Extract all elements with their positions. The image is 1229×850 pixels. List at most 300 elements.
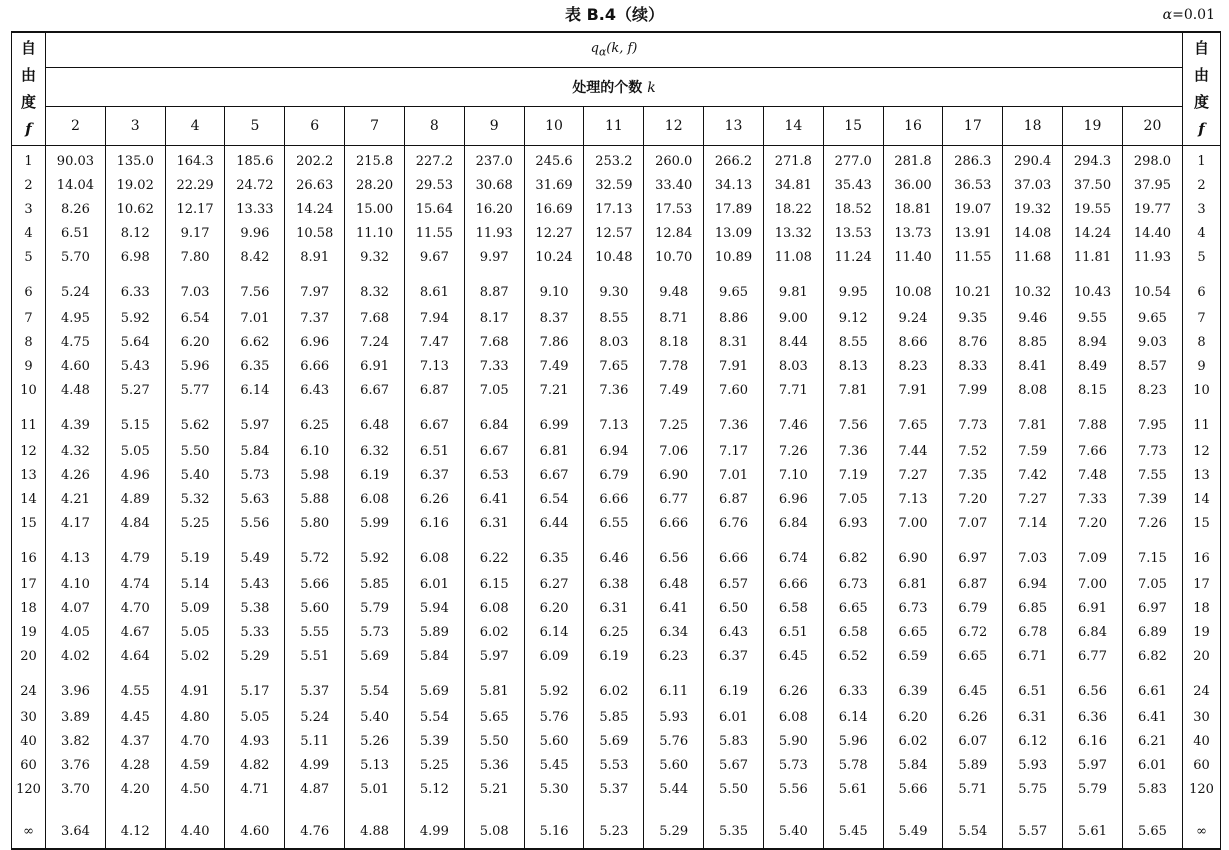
q-value-cell: 5.32 [165,488,225,512]
q-value-cell: 6.61 [1122,669,1182,706]
q-value-cell: 6.65 [823,597,883,621]
table-row [12,464,1221,488]
q-value-cell: 7.03 [165,270,225,307]
q-value-cell: 6.19 [584,645,644,669]
q-value-cell: 7.27 [883,464,943,488]
q-value-cell: 6.31 [1003,706,1063,730]
q-value-cell: 4.82 [225,754,285,778]
q-value-cell: 5.62 [165,403,225,440]
table-row [12,246,1221,270]
q-value-cell: 5.69 [584,730,644,754]
dof-value-left: 4 [12,222,46,246]
k-column-header: 8 [404,107,464,146]
table-row [12,573,1221,597]
q-value-cell: 202.2 [285,146,345,175]
dof-value-left: 13 [12,464,46,488]
q-value-cell: 8.08 [1003,379,1063,403]
q-value-cell: 260.0 [644,146,704,175]
q-value-cell: 7.99 [943,379,1003,403]
q-value-cell: 6.73 [883,597,943,621]
q-value-cell: 3.82 [46,730,106,754]
dof-value-left: 11 [12,403,46,440]
q-value-cell: 5.93 [1003,754,1063,778]
q-value-cell: 6.14 [524,621,584,645]
q-value-cell: 6.87 [704,488,764,512]
q-value-cell: 6.33 [823,669,883,706]
q-value-cell: 5.37 [285,669,345,706]
q-value-cell: 5.78 [823,754,883,778]
q-value-cell: 9.81 [763,270,823,307]
q-value-cell: 6.54 [524,488,584,512]
q-value-cell: 6.51 [763,621,823,645]
q-value-cell: 6.82 [823,536,883,573]
q-value-cell: 7.36 [584,379,644,403]
q-value-cell: 7.26 [1122,512,1182,536]
q-value-cell: 9.96 [225,222,285,246]
q-value-cell: 7.14 [1003,512,1063,536]
q-value-cell: 5.14 [165,573,225,597]
table-row [12,379,1221,403]
q-value-cell: 6.02 [883,730,943,754]
q-value-cell: 4.48 [46,379,106,403]
q-value-cell: 7.81 [1003,403,1063,440]
q-value-cell: 5.54 [404,706,464,730]
alpha-symbol: α [1162,7,1173,23]
q-value-cell: 4.91 [165,669,225,706]
q-value-cell: 8.31 [704,331,764,355]
q-value-cell: 4.70 [105,597,165,621]
q-value-cell: 11.55 [404,222,464,246]
q-value-cell: 5.25 [404,754,464,778]
table-row [12,146,1221,175]
q-value-cell: 5.05 [225,706,285,730]
q-value-cell: 6.31 [584,597,644,621]
dof-value-right: 15 [1183,512,1221,536]
k-column-header: 18 [1003,107,1063,146]
q-value-cell: 9.03 [1122,331,1182,355]
q-value-cell: 33.40 [644,174,704,198]
q-value-cell: 6.77 [644,488,704,512]
dof-value-left: ∞ [12,802,46,849]
q-value-cell: 7.48 [1063,464,1123,488]
q-value-cell: 8.33 [943,355,1003,379]
dof-value-left: 40 [12,730,46,754]
dof-value-left: 10 [12,379,46,403]
q-value-cell: 6.67 [345,379,405,403]
q-value-cell: 9.24 [883,307,943,331]
table-row [12,307,1221,331]
q-value-cell: 6.48 [644,573,704,597]
q-value-cell: 6.98 [105,246,165,270]
q-value-cell: 4.88 [345,802,405,849]
q-value-cell: 8.03 [763,355,823,379]
q-value-cell: 10.70 [644,246,704,270]
dof-header-right [1183,32,1221,146]
q-value-cell: 4.93 [225,730,285,754]
q-value-cell: 18.52 [823,198,883,222]
q-value-cell: 227.2 [404,146,464,175]
q-value-cell: 8.91 [285,246,345,270]
q-value-cell: 11.40 [883,246,943,270]
q-value-cell: 6.72 [943,621,1003,645]
q-value-cell: 5.67 [704,754,764,778]
q-value-cell: 6.07 [943,730,1003,754]
q-value-cell: 5.73 [225,464,285,488]
q-value-cell: 5.55 [285,621,345,645]
dof-value-left: 9 [12,355,46,379]
q-value-cell: 6.19 [704,669,764,706]
k-column-header: 10 [524,107,584,146]
q-value-cell: 6.50 [704,597,764,621]
q-value-cell: 237.0 [464,146,524,175]
q-value-cell: 6.65 [943,645,1003,669]
dof-char-2: 由 [1193,66,1209,84]
dof-value-right: 40 [1183,730,1221,754]
q-value-cell: 4.71 [225,778,285,802]
q-value-cell: 8.23 [1122,379,1182,403]
k-column-header: 4 [165,107,225,146]
q-value-cell: 7.88 [1063,403,1123,440]
q-value-cell: 9.35 [943,307,1003,331]
q-value-cell: 5.51 [285,645,345,669]
q-value-cell: 5.12 [404,778,464,802]
q-value-cell: 10.48 [584,246,644,270]
k-column-header: 5 [225,107,285,146]
dof-value-left: 20 [12,645,46,669]
q-value-cell: 5.13 [345,754,405,778]
q-value-cell: 6.71 [1003,645,1063,669]
table-row [12,222,1221,246]
q-value-cell: 4.26 [46,464,106,488]
q-value-cell: 7.56 [823,403,883,440]
q-value-cell: 6.41 [1122,706,1182,730]
q-value-cell: 8.85 [1003,331,1063,355]
q-value-cell: 6.90 [644,464,704,488]
q-value-cell: 4.32 [46,440,106,464]
q-value-cell: 6.79 [943,597,1003,621]
q-value-cell: 6.59 [883,645,943,669]
q-value-cell: 4.59 [165,754,225,778]
dof-value-right: 10 [1183,379,1221,403]
q-value-cell: 6.36 [1063,706,1123,730]
q-value-cell: 4.13 [46,536,106,573]
k-column-header: 15 [823,107,883,146]
q-value-cell: 6.81 [524,440,584,464]
q-value-cell: 5.45 [823,802,883,849]
q-value-cell: 6.20 [883,706,943,730]
q-value-cell: 6.94 [584,440,644,464]
q-value-cell: 6.45 [763,645,823,669]
q-value-cell: 10.43 [1063,270,1123,307]
q-value-cell: 4.20 [105,778,165,802]
q-value-cell: 6.01 [1122,754,1182,778]
q-value-cell: 5.35 [704,802,764,849]
q-value-cell: 6.53 [464,464,524,488]
q-value-cell: 13.32 [763,222,823,246]
table-row [12,597,1221,621]
q-value-cell: 4.64 [105,645,165,669]
dof-value-right: 5 [1183,246,1221,270]
q-value-cell: 6.37 [404,464,464,488]
q-value-cell: 245.6 [524,146,584,175]
q-value-cell: 4.40 [165,802,225,849]
q-value-cell: 7.37 [285,307,345,331]
q-value-cell: 4.87 [285,778,345,802]
q-value-cell: 6.84 [763,512,823,536]
q-value-cell: 7.19 [823,464,883,488]
q-value-cell: 4.39 [46,403,106,440]
q-value-cell: 19.02 [105,174,165,198]
q-value-cell: 6.08 [345,488,405,512]
table-row [12,198,1221,222]
q-value-cell: 4.84 [105,512,165,536]
dof-char-1: 自 [20,39,36,57]
q-value-cell: 5.90 [763,730,823,754]
q-value-cell: 29.53 [404,174,464,198]
table-row [12,730,1221,754]
dof-value-right: 14 [1183,488,1221,512]
q-value-cell: 5.84 [883,754,943,778]
q-value-cell: 6.14 [225,379,285,403]
q-value-cell: 7.09 [1063,536,1123,573]
dof-value-left: 1 [12,146,46,175]
q-value-cell: 4.74 [105,573,165,597]
q-value-cell: 7.10 [763,464,823,488]
q-value-cell: 5.60 [524,730,584,754]
q-value-cell: 13.09 [704,222,764,246]
q-subscript: α [598,45,607,59]
q-value-cell: 7.00 [1063,573,1123,597]
q-value-cell: 5.85 [345,573,405,597]
q-value-cell: 6.46 [584,536,644,573]
q-value-cell: 7.86 [524,331,584,355]
q-value-cell: 5.53 [584,754,644,778]
q-value-cell: 164.3 [165,146,225,175]
q-value-cell: 14.24 [1063,222,1123,246]
q-value-cell: 6.08 [763,706,823,730]
q-value-cell: 5.40 [345,706,405,730]
q-value-cell: 11.10 [345,222,405,246]
q-value-cell: 5.24 [285,706,345,730]
q-value-cell: 135.0 [105,146,165,175]
q-value-cell: 7.36 [823,440,883,464]
q-value-cell: 14.04 [46,174,106,198]
q-value-cell: 4.99 [404,802,464,849]
q-value-cell: 6.74 [763,536,823,573]
dof-value-left: 17 [12,573,46,597]
q-value-cell: 5.69 [345,645,405,669]
dof-char-2: 由 [20,66,36,84]
q-value-cell: 6.10 [285,440,345,464]
q-value-cell: 6.97 [943,536,1003,573]
q-value-cell: 5.63 [225,488,285,512]
k-column-header: 13 [704,107,764,146]
q-value-cell: 271.8 [763,146,823,175]
dof-char-1: 自 [1193,39,1209,57]
table-row [12,403,1221,440]
q-value-cell: 8.32 [345,270,405,307]
q-value-cell: 15.64 [404,198,464,222]
q-value-cell: 3.70 [46,778,106,802]
q-value-cell: 7.80 [165,246,225,270]
q-value-cell: 3.64 [46,802,106,849]
q-value-cell: 11.08 [763,246,823,270]
q-value-cell: 5.64 [105,331,165,355]
q-value-cell: 4.70 [165,730,225,754]
q-value-cell: 4.50 [165,778,225,802]
k-column-header: 9 [464,107,524,146]
q-value-cell: 5.97 [1063,754,1123,778]
q-value-cell: 7.44 [883,440,943,464]
q-value-cell: 6.22 [464,536,524,573]
q-value-cell: 6.96 [285,331,345,355]
q-value-cell: 6.01 [704,706,764,730]
q-value-cell: 5.81 [464,669,524,706]
dof-value-left: 60 [12,754,46,778]
q-value-cell: 5.40 [165,464,225,488]
q-value-cell: 5.54 [943,802,1003,849]
q-value-cell: 7.91 [883,379,943,403]
k-column-header: 3 [105,107,165,146]
q-value-cell: 6.34 [644,621,704,645]
table-row [12,440,1221,464]
q-value-cell: 6.91 [345,355,405,379]
q-value-cell: 4.05 [46,621,106,645]
k-column-header: 12 [644,107,704,146]
q-value-cell: 5.61 [823,778,883,802]
q-value-cell: 8.57 [1122,355,1182,379]
q-value-cell: 5.79 [345,597,405,621]
q-value-cell: 5.26 [345,730,405,754]
q-value-cell: 4.60 [46,355,106,379]
q-value-cell: 5.40 [763,802,823,849]
q-value-cell: 5.43 [105,355,165,379]
q-value-cell: 17.89 [704,198,764,222]
dof-value-right: 7 [1183,307,1221,331]
dof-value-left: 120 [12,778,46,802]
q-value-cell: 9.46 [1003,307,1063,331]
q-value-cell: 5.80 [285,512,345,536]
q-value-cell: 4.12 [105,802,165,849]
q-value-cell: 7.27 [1003,488,1063,512]
q-value-cell: 253.2 [584,146,644,175]
alpha-level [1163,2,1215,28]
q-value-cell: 7.97 [285,270,345,307]
q-value-cell: 8.55 [584,307,644,331]
q-value-cell: 11.93 [1122,246,1182,270]
q-value-cell: 5.30 [524,778,584,802]
q-value-cell: 5.49 [225,536,285,573]
q-value-cell: 8.17 [464,307,524,331]
q-value-cell: 6.51 [404,440,464,464]
table-row [12,754,1221,778]
q-value-cell: 9.32 [345,246,405,270]
q-value-cell: 5.85 [584,706,644,730]
table-row [12,669,1221,706]
q-value-cell: 4.28 [105,754,165,778]
q-value-cell: 9.00 [763,307,823,331]
q-value-cell: 7.33 [464,355,524,379]
q-value-cell: 6.90 [883,536,943,573]
dof-value-left: 30 [12,706,46,730]
q-value-cell: 5.60 [285,597,345,621]
q-value-cell: 7.39 [1122,488,1182,512]
q-value-cell: 13.91 [943,222,1003,246]
q-value-cell: 6.79 [584,464,644,488]
q-value-cell: 90.03 [46,146,106,175]
q-value-cell: 5.65 [1122,802,1182,849]
q-value-cell: 7.35 [943,464,1003,488]
q-value-cell: 5.88 [285,488,345,512]
q-value-cell: 5.56 [763,778,823,802]
dof-value-right: 3 [1183,198,1221,222]
studentized-range-table [11,31,1221,850]
q-value-cell: 10.54 [1122,270,1182,307]
q-value-cell: 5.24 [46,270,106,307]
q-value-cell: 3.76 [46,754,106,778]
k-symbol: k [647,80,656,96]
q-value-cell: 6.51 [1003,669,1063,706]
q-value-cell: 6.25 [584,621,644,645]
q-value-cell: 7.13 [404,355,464,379]
q-value-cell: 5.11 [285,730,345,754]
dof-value-left: 24 [12,669,46,706]
q-value-cell: 7.78 [644,355,704,379]
q-value-cell: 6.66 [644,512,704,536]
dof-value-right: 11 [1183,403,1221,440]
q-value-cell: 4.21 [46,488,106,512]
q-value-cell: 7.56 [225,270,285,307]
q-symbol: q [590,41,599,57]
q-value-cell: 6.02 [584,669,644,706]
q-value-cell: 7.52 [943,440,1003,464]
q-value-cell: 5.66 [883,778,943,802]
q-value-cell: 7.13 [584,403,644,440]
q-value-cell: 8.26 [46,198,106,222]
q-value-cell: 5.98 [285,464,345,488]
q-value-cell: 8.86 [704,307,764,331]
q-value-cell: 6.16 [404,512,464,536]
q-value-cell: 6.02 [464,621,524,645]
q-value-cell: 6.23 [644,645,704,669]
q-value-cell: 6.26 [763,669,823,706]
q-value-cell: 5.02 [165,645,225,669]
dof-value-left: 18 [12,597,46,621]
q-value-cell: 5.21 [464,778,524,802]
q-value-cell: 6.27 [524,573,584,597]
treatments-header [46,68,1183,107]
q-value-cell: 7.21 [524,379,584,403]
table-row [12,778,1221,802]
q-value-cell: 16.20 [464,198,524,222]
q-value-cell: 6.32 [345,440,405,464]
q-value-cell: 7.65 [584,355,644,379]
q-value-cell: 5.27 [105,379,165,403]
q-value-cell: 8.41 [1003,355,1063,379]
q-value-cell: 6.57 [704,573,764,597]
q-value-cell: 6.11 [644,669,704,706]
q-value-cell: 9.10 [524,270,584,307]
table-row [12,355,1221,379]
q-value-cell: 5.94 [404,597,464,621]
q-value-cell: 10.58 [285,222,345,246]
q-value-cell: 14.08 [1003,222,1063,246]
q-value-cell: 5.65 [464,706,524,730]
q-value-cell: 5.79 [1063,778,1123,802]
dof-value-left: 7 [12,307,46,331]
q-value-cell: 5.96 [165,355,225,379]
q-value-cell: 5.89 [404,621,464,645]
